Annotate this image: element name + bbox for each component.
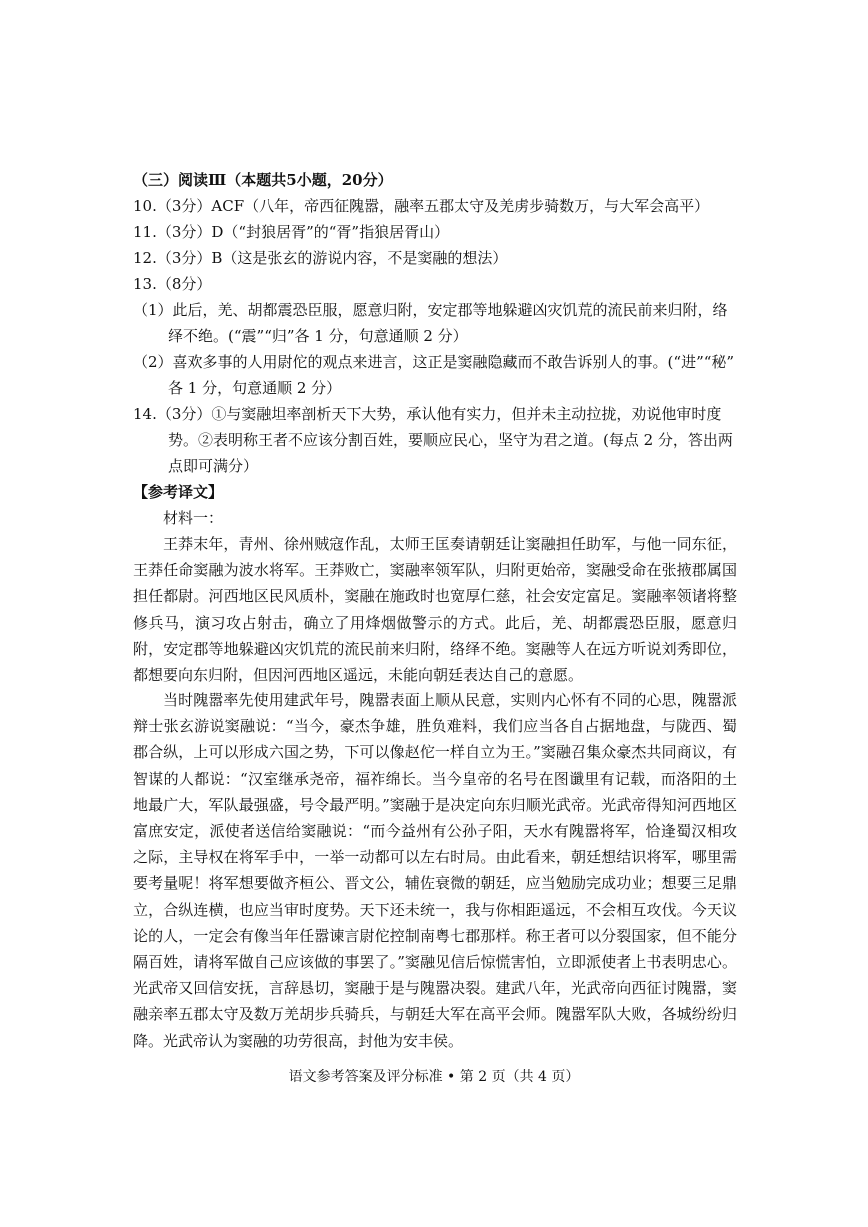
answer-14-line2: 势。②表明称王者不应该分割百姓，要顺应民心，坚守为君之道。(每点 2 分，答出两: [168, 431, 733, 449]
answer-12: 12.（3分）B（这是张玄的游说内容，不是窦融的想法）: [133, 249, 508, 267]
answer-13: 13.（8分）: [133, 275, 212, 293]
material-label: 材料一：: [163, 509, 224, 527]
answer-13-2-line1: （2）喜欢多事的人用尉佗的观点来进言，这正是窦融隐藏而不敢告诉别人的事。(“进”“秘”: [133, 353, 735, 371]
answer-14-line3: 点即可满分）: [168, 457, 259, 475]
answer-10: 10.（3分）ACF（八年，帝西征隗嚣，融率五郡太守及羌虏步骑数万，与大军会高平）: [133, 197, 710, 215]
translation-paragraph-1: 王莽末年，青州、徐州贼寇作乱，太师王匡奏请朝廷让窦融担任助军，与他一同东征，王莽任命窦融为波水将军。王莽败亡，窦融率领军队，归附更始帝，窦融受命在张掖郡属国担任都尉。河西地区民风质朴，窦融在施政时也宽厚仁慈，社会安定富足。窦融率领诸将整修兵马，演习攻占射击，确立了用烽烟做警示的方式。此后，羌、胡都震恐臣服，愿意归附，安定郡等地躲避凶灾饥荒的流民前来归附，络绎不绝。窦融等人在远方听说刘秀即位，都想要向东归附，但因河西地区遥远，未能向朝廷表达自己的意愿。: [133, 535, 737, 685]
answer-13-2-line2: 各 1 分，句意通顺 2 分）: [168, 379, 342, 397]
answer-13-1-line1: （1）此后，羌、胡都震恐臣服，愿意归附，安定郡等地躲避凶灾饥荒的流民前来归附，络: [133, 301, 728, 319]
page-footer: 语文参考答案及评分标准 • 第 2 页（共 4 页）: [288, 1069, 580, 1085]
translation-paragraph-2: 当时隗嚣率先使用建武年号，隗嚣表面上顺从民意，实则内心怀有不同的心思，隗嚣派辩士张玄游说窦融说：“当今，豪杰争雄，胜负难料，我们应当各自占据地盘，与陇西、蜀郡合纵，上可以形成六国之势，下可以像赵佗一样自立为王。”窦融召集众豪杰共同商议，有智谋的人都说：“汉室继承尧帝，福祚绵长。当今皇帝的名号在图谶里有记载，而洛阳的土地最广大，军队最强盛，号令最严明。”窦融于是决定向东归顺光武帝。光武帝得知河西地区富庶安定，派使者送信给窦融说：“而今益州有公孙子阳，天水有隗嚣将军，恰逢蜀汉相攻之际，主导权在将军手中，一举一动都可以左右时局。由此看来，朝廷想结识将军，哪里需要考量呢！将军想要做齐桓公、晋文公，辅佐衰微的朝廷，应当勉励完成功业；想要三足鼎立，合纵连横，也应当审时度势。天下还未统一，我与你相距遥远，不会相互攻伐。今天议论的人，一定会有像当年任嚣谏言尉佗控制南粤七郡那样。称王者可以分裂国家，但不能分隔百姓，请将军做自己应该做的事罢了。”窦融见信后惊慌害怕，立即派使者上书表明忠心。光武帝又回信安抚，言辞恳切，窦融于是与隗嚣决裂。建武八年，光武帝向西征讨隗嚣，窦融亲率五郡太守及数万羌胡步兵骑兵，与朝廷大军在高平会师。隗嚣军队大败，各城纷纷归降。光武帝认为窦融的功劳很高，封他为安丰侯。: [133, 691, 737, 1050]
answer-14-line1: 14.（3分）①与窦融坦率剖析天下大势，承认他有实力，但并未主动拉拢，劝说他审时度: [133, 405, 722, 423]
section-title: （三）阅读Ⅲ（本题共5小题，20分）: [133, 171, 393, 189]
answer-13-1-line2: 绎不绝。(“震”“归”各 1 分，句意通顺 2 分）: [168, 327, 468, 345]
answer-11: 11.（3分）D（“封狼居胥”的“胥”指狼居胥山）: [133, 223, 450, 241]
translation-heading: 【参考译文】: [133, 483, 224, 501]
